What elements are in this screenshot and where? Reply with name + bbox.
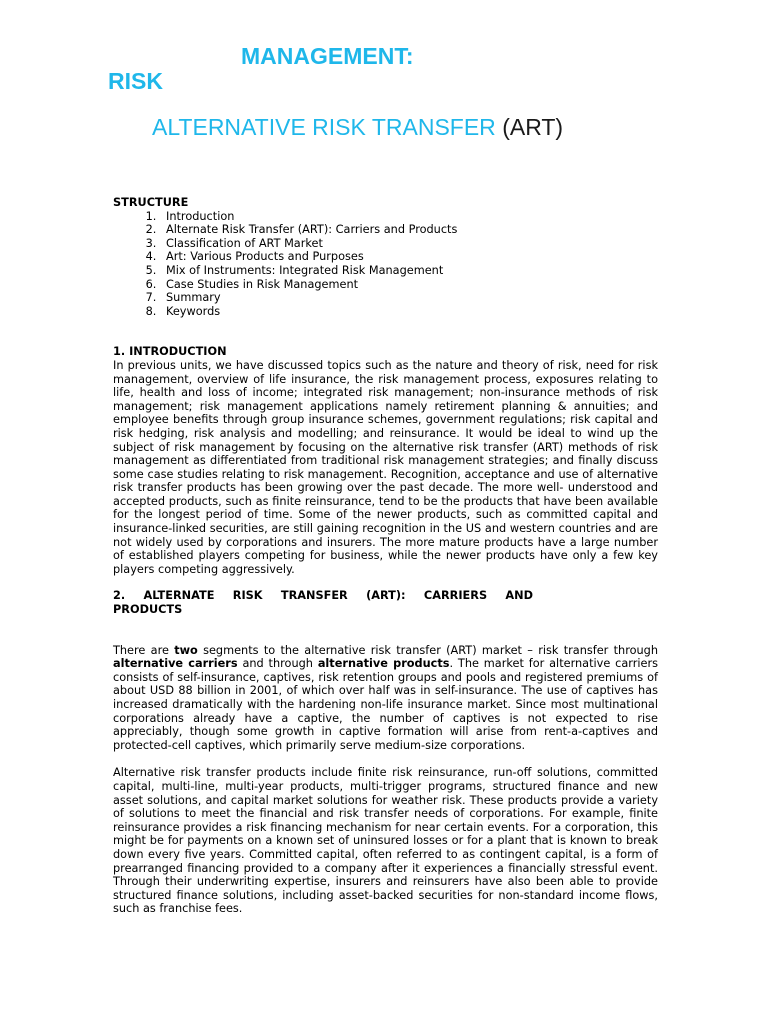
structure-item: 4. Art: Various Products and Purposes <box>160 250 658 264</box>
p1-text-d: . The market for alternative carriers consists of self-insurance, captives, risk retention groups and pools and registered premiums of about USD 88 billion in 2001, of which over half was in self-insurance. The use of captives has increased dramatically with the hardening non-life insurance market. Since most multinational corporations already have a captive, the number of captives is not expected to rise appreciably, though some growth in captive formation will arise from rent-a-captives and protected-cell captives, which primarily serve medium-size corporations. <box>113 657 659 752</box>
title-alternative-risk-transfer <box>152 113 563 141</box>
structure-item: 3. Classification of ART Market <box>160 237 658 251</box>
p1-bold-alternative-products: alternative products <box>317 657 450 671</box>
section1-paragraph: In previous units, we have discussed topics such as the nature and theory of risk, need for risk management, overview of life insurance, the risk management process, exposures relating to life, health and loss of income; integrated risk management; non-insurance methods of risk management; risk management applications namely retirement planning & annuities; and employee benefits through group insurance schemes, government regulations; risk capital and risk hedging, risk analysis and modelling; and reinsurance. It would be ideal to wind up the subject of risk management by focusing on the alternative risk transfer (ART) methods of risk management as differentiated from traditional risk management strategies; and finally discuss some case studies relating to risk management. Recognition, acceptance and use of alternative risk transfer products has been growing over the past decade. The more well- understood and accepted products, such as finite reinsurance, tend to be the products that have been available for the longest period of time. Some of the newer products, such as committed capital and insurance-linked securities, are still gaining recognition in the US and western countries and are not widely used by corporations and insurers. The more mature products have a large number of established players competing for business, while the newer products have only a few key players competing aggressively. <box>113 358 658 576</box>
title-art-main: ALTERNATIVE RISK TRANSFER <box>152 114 496 140</box>
structure-item: 1. Introduction <box>160 210 658 224</box>
title-risk: RISK <box>108 68 163 94</box>
p1-text-c: and through <box>237 657 318 671</box>
structure-list <box>113 210 658 319</box>
section1-heading: 1. INTRODUCTION <box>113 345 227 359</box>
structure-item: 6. Case Studies in Risk Management <box>160 278 658 292</box>
section2-paragraph2: Alternative risk transfer products include finite risk reinsurance, run-off solutions, committed capital, multi-line, multi-year products, multi-trigger programs, structured finance and new asset solutions, and capital market solutions for weather risk. These products provide a variety of solutions to meet the financial and risk transfer needs of corporations. For example, finite reinsurance provides a risk financing mechanism for near certain events. For a corporation, this might be for payments on a known set of uninsured losses or for a plant that is known to break down every five years. Committed capital, often referred to as contingent capital, is a form of prearranged financing provided to a company after it experiences a financially stressful event. Through their underwriting expertise, insurers and reinsurers have also been able to provide structured finance solutions, including asset-backed securities for non-standard income flows, such as franchise fees. <box>113 766 658 916</box>
p1-bold-alternative-carriers: alternative carriers <box>113 657 238 671</box>
p1-text-b: segments to the alternative risk transfer (ART) market – risk transfer through <box>197 643 658 657</box>
p1-text-a: There are <box>113 643 175 657</box>
structure-item: 8. Keywords <box>160 305 658 319</box>
document-body <box>113 196 658 916</box>
p1-bold-two: two <box>174 643 198 657</box>
section2-paragraph1 <box>113 644 658 753</box>
title-management: MANAGEMENT: <box>241 43 414 69</box>
section2-heading-line2: PRODUCTS <box>113 603 183 617</box>
section2-heading: 2. ALTERNATE RISK TRANSFER (ART): CARRIERS AND <box>113 589 533 603</box>
structure-heading: STRUCTURE <box>113 196 189 209</box>
structure-item: 5. Mix of Instruments: Integrated Risk Management <box>160 264 658 278</box>
title-art-abbr: (ART) <box>502 114 564 140</box>
structure-item: 7. Summary <box>160 291 658 305</box>
structure-item: 2. Alternate Risk Transfer (ART): Carriers and Products <box>160 223 658 237</box>
